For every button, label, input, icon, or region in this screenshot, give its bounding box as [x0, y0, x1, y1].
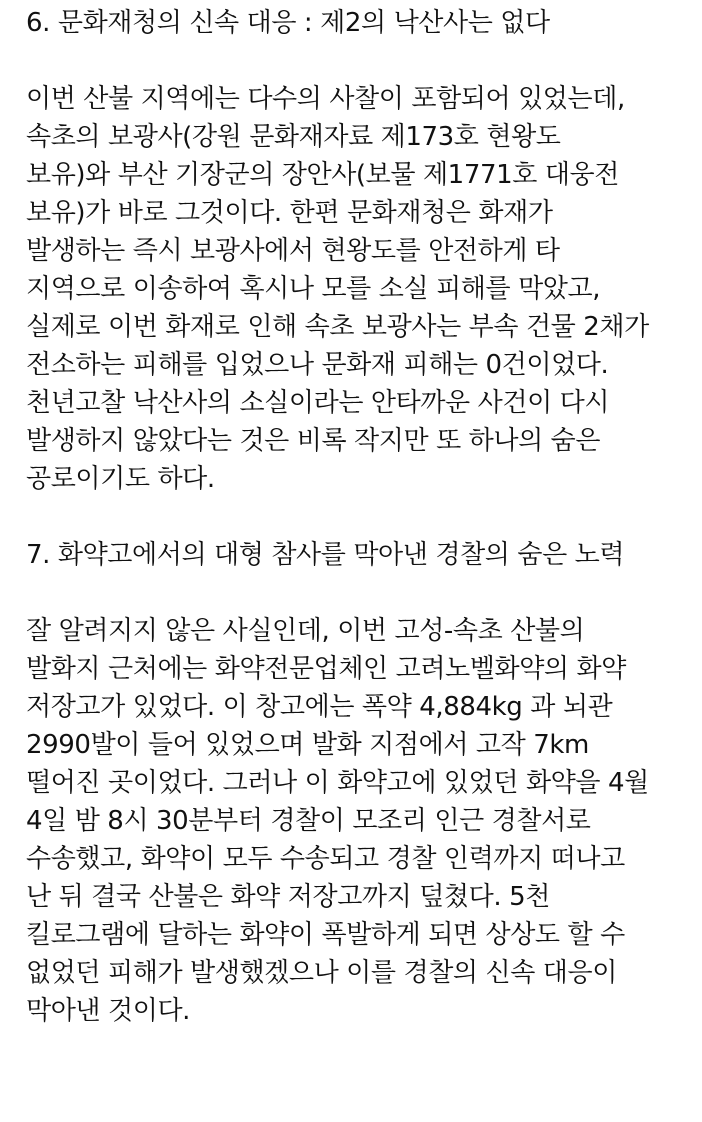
section-7-line: 떨어진 곳이었다. 그러나 이 화약고에 있었던 화약을 4월 — [26, 768, 649, 798]
article-body — [26, 0, 702, 1030]
section-6-line: 천년고찰 낙산사의 소실이라는 안타까운 사건이 다시 — [26, 388, 610, 418]
section-6-heading: 6. 문화재청의 신속 대응 : 제2의 낙산사는 없다 — [26, 8, 550, 38]
section-6-line: 이번 산불 지역에는 다수의 사찰이 포함되어 있었는데, — [26, 84, 625, 114]
section-7-line: 킬로그램에 달하는 화약이 폭발하게 되면 상상도 할 수 — [26, 920, 625, 950]
section-6-line: 보유)가 바로 그것이다. 한편 문화재청은 화재가 — [26, 198, 553, 228]
section-6-line: 발생하는 즉시 보광사에서 현왕도를 안전하게 타 — [26, 236, 560, 266]
section-7-heading: 7. 화약고에서의 대형 참사를 막아낸 경찰의 숨은 노력 — [26, 540, 625, 570]
section-7-line: 수송했고, 화약이 모두 수송되고 경찰 인력까지 떠나고 — [26, 844, 625, 874]
section-7-line: 4일 밤 8시 30분부터 경찰이 모조리 인근 경찰서로 — [26, 806, 591, 836]
section-6-line: 지역으로 이송하여 혹시나 모를 소실 피해를 막았고, — [26, 274, 601, 304]
section-7-line: 막아낸 것이다. — [26, 996, 191, 1026]
section-7-line: 2990발이 들어 있었으며 발화 지점에서 고작 7km — [26, 730, 589, 760]
paragraph-gap — [26, 574, 702, 612]
section-6-line: 공로이기도 하다. — [26, 464, 215, 494]
section-6-line: 발생하지 않았다는 것은 비록 작지만 또 하나의 숨은 — [26, 426, 601, 456]
section-7-line: 잘 알려지지 않은 사실인데, 이번 고성-속초 산불의 — [26, 616, 585, 646]
section-7-line: 발화지 근처에는 화약전문업체인 고려노벨화약의 화약 — [26, 654, 626, 684]
paragraph-gap — [26, 42, 702, 80]
paragraph-gap — [26, 498, 702, 536]
section-7-line: 저장고가 있었다. 이 창고에는 폭약 4,884kg 과 뇌관 — [26, 692, 613, 722]
section-6-line: 보유)와 부산 기장군의 장안사(보물 제1771호 대웅전 — [26, 160, 619, 190]
section-7-line: 난 뒤 결국 산불은 화약 저장고까지 덮쳤다. 5천 — [26, 882, 550, 912]
section-7-line: 없었던 피해가 발생했겠으나 이를 경찰의 신속 대응이 — [26, 958, 617, 988]
section-6-line: 속초의 보광사(강원 문화재자료 제173호 현왕도 — [26, 122, 561, 152]
section-6-line: 전소하는 피해를 입었으나 문화재 피해는 0건이었다. — [26, 350, 609, 380]
section-6-line: 실제로 이번 화재로 인해 속초 보광사는 부속 건물 2채가 — [26, 312, 649, 342]
